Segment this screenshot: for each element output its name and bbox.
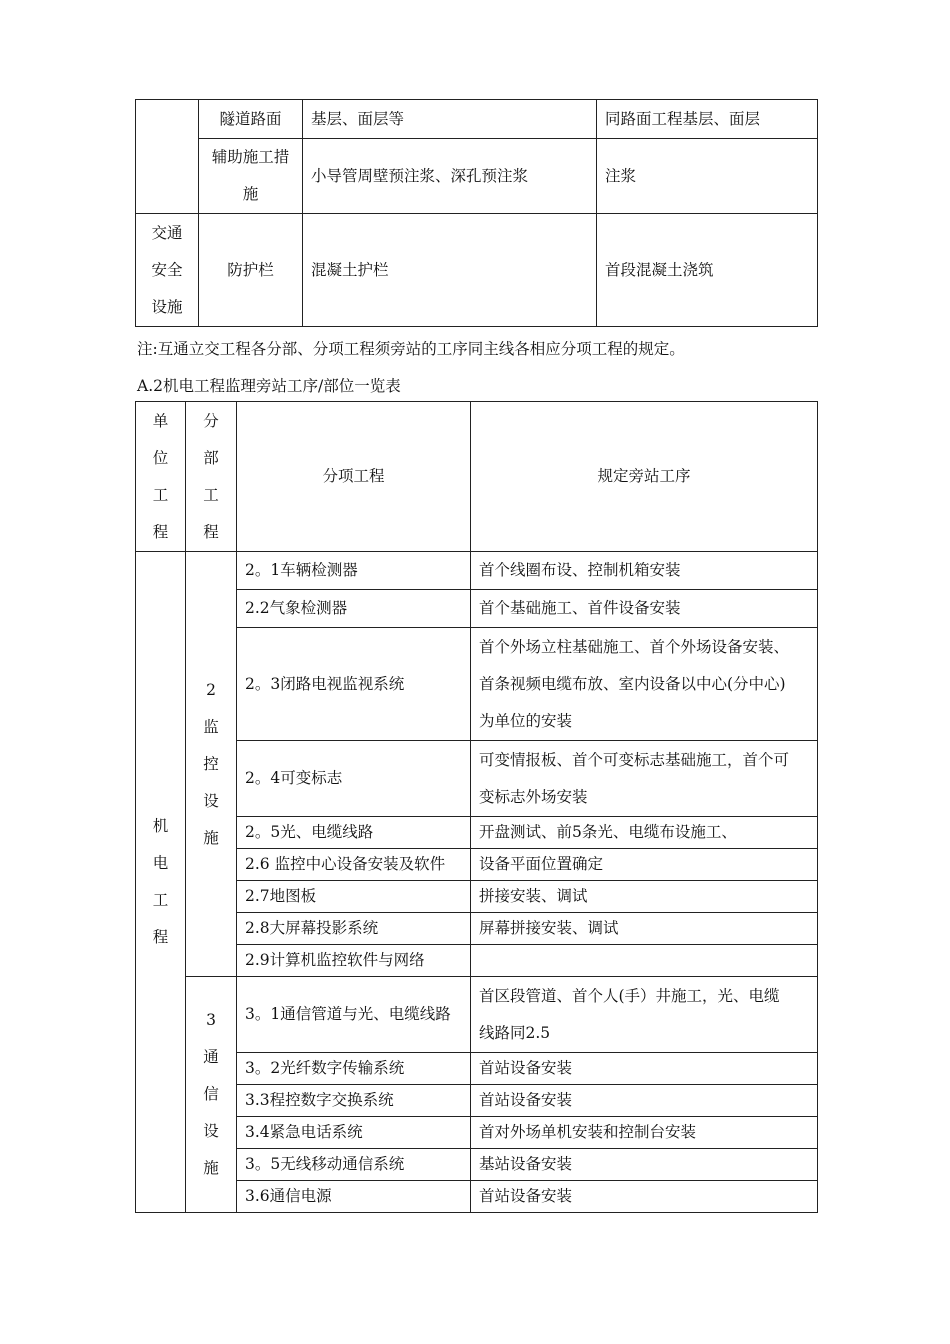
process-cell — [471, 741, 818, 817]
process-cell: 首站设备安装 — [471, 1085, 818, 1117]
process-line: 首区段管道、首个人(手）井施工，光、电缆 — [479, 986, 780, 1005]
table-row — [136, 913, 818, 945]
process-cell: 基站设备安装 — [471, 1149, 818, 1181]
table-row — [136, 214, 818, 327]
process-line: 为单位的安装 — [479, 711, 573, 730]
item-cell: 3。2光纤数字传输系统 — [237, 1053, 471, 1085]
process-line: 变标志外场安装 — [479, 787, 588, 806]
table-row — [136, 817, 818, 849]
tunnel-traffic-table — [135, 99, 818, 327]
table-row — [136, 139, 818, 214]
division-char: 信 — [203, 1085, 219, 1103]
process-line: 可变情报板、首个可变标志基础施工，首个可 — [479, 750, 790, 769]
item-cell: 3。5无线移动通信系统 — [237, 1149, 471, 1181]
table-cell: 防护栏 — [199, 214, 303, 327]
table-row — [136, 1181, 818, 1213]
process-cell: 首对外场单机安装和控制台安装 — [471, 1117, 818, 1149]
table-cell — [199, 139, 303, 214]
table-title: A.2机电工程监理旁站工序/部位一览表 — [137, 377, 401, 395]
process-cell: 设备平面位置确定 — [471, 849, 818, 881]
table-cell: 隧道路面 — [199, 100, 303, 139]
item-cell: 3。1通信管道与光、电缆线路 — [237, 977, 471, 1053]
process-cell: 拼接安装、调试 — [471, 881, 818, 913]
division-char: 控 — [203, 754, 219, 773]
cell-line: 施 — [242, 185, 259, 203]
process-cell: 首个线圈布设、控制机箱安装 — [471, 552, 818, 590]
table-cell: 同路面工程基层、面层 — [597, 100, 818, 139]
division-char: 2 — [206, 680, 216, 699]
table-row — [136, 100, 818, 139]
table-cell: 注浆 — [597, 139, 818, 214]
table-row — [136, 590, 818, 628]
division-char: 施 — [203, 1159, 219, 1177]
process-cell: 首个基础施工、首件设备安装 — [471, 590, 818, 628]
division-char: 通 — [203, 1048, 219, 1066]
table-row — [136, 945, 818, 977]
table-cell — [136, 214, 199, 327]
item-cell: 2.8大屏幕投影系统 — [237, 913, 471, 945]
mechatronics-supervision-table — [135, 401, 818, 1213]
table-row — [136, 741, 818, 817]
table-cell: 基层、面层等 — [303, 100, 597, 139]
item-cell: 2.2气象检测器 — [237, 590, 471, 628]
table-note: 注:互通立交工程各分部、分项工程须旁站的工序同主线各相应分项工程的规定。 — [137, 340, 685, 358]
item-cell: 2。3闭路电视监视系统 — [237, 628, 471, 741]
header-unit-project — [136, 402, 186, 552]
table-cell: 首段混凝土浇筑 — [597, 214, 818, 327]
table-row — [136, 849, 818, 881]
item-cell: 2。5光、电缆线路 — [237, 817, 471, 849]
unit-char: 电 — [152, 854, 169, 872]
header-char: 工 — [152, 485, 169, 504]
item-cell: 3.6通信电源 — [237, 1181, 471, 1213]
process-line: 首条视频电缆布放、室内设备以中心(分中心) — [479, 674, 786, 693]
division-char: 监 — [203, 717, 219, 736]
process-cell: 屏幕拼接安装、调试 — [471, 913, 818, 945]
header-char: 工 — [203, 485, 219, 504]
unit-char: 机 — [152, 817, 169, 835]
cell-line: 辅助施工措 — [211, 148, 290, 166]
header-item: 分项工程 — [237, 402, 471, 552]
process-cell — [471, 628, 818, 741]
division-char: 设 — [203, 1122, 219, 1140]
header-char: 单 — [152, 411, 169, 430]
header-char: 部 — [203, 448, 219, 467]
item-cell: 2.9计算机监控软件与网络 — [237, 945, 471, 977]
process-cell: 首站设备安装 — [471, 1181, 818, 1213]
table-row — [136, 628, 818, 741]
header-char: 程 — [152, 522, 169, 541]
item-cell: 2.6 监控中心设备安装及软件 — [237, 849, 471, 881]
process-cell: 首站设备安装 — [471, 1053, 818, 1085]
process-cell — [471, 945, 818, 977]
division-char: 施 — [203, 828, 219, 847]
division-char: 3 — [206, 1011, 216, 1029]
table-row — [136, 1085, 818, 1117]
header-process: 规定旁站工序 — [471, 402, 818, 552]
division-cell-monitoring — [186, 552, 237, 977]
table-cell — [136, 100, 199, 214]
table-row — [136, 977, 818, 1053]
unit-char: 工 — [152, 891, 169, 909]
division-cell-communication — [186, 977, 237, 1213]
unit-project-cell — [136, 552, 186, 1213]
table-header-row — [136, 402, 818, 552]
unit-char: 程 — [152, 928, 169, 946]
table-cell: 混凝土护栏 — [303, 214, 597, 327]
item-cell: 2。4可变标志 — [237, 741, 471, 817]
item-cell: 2。1车辆检测器 — [237, 552, 471, 590]
table-row — [136, 552, 818, 590]
process-line: 首个外场立柱基础施工、首个外场设备安装、 — [479, 637, 790, 656]
division-char: 设 — [203, 791, 219, 810]
header-char: 位 — [152, 448, 169, 467]
cell-line: 安全 — [151, 260, 183, 279]
table-row — [136, 1053, 818, 1085]
table-row — [136, 1149, 818, 1181]
item-cell: 2.7地图板 — [237, 881, 471, 913]
process-cell: 开盘测试、前5条光、电缆布设施工、 — [471, 817, 818, 849]
table-row — [136, 881, 818, 913]
process-line: 线路同2.5 — [479, 1023, 551, 1042]
process-cell — [471, 977, 818, 1053]
header-division-project — [186, 402, 237, 552]
header-char: 程 — [203, 522, 219, 541]
table-row — [136, 1117, 818, 1149]
table-cell: 小导管周壁预注浆、深孔预注浆 — [303, 139, 597, 214]
header-char: 分 — [203, 411, 219, 430]
item-cell: 3.4紧急电话系统 — [237, 1117, 471, 1149]
cell-line: 设施 — [151, 297, 183, 316]
cell-line: 交通 — [151, 223, 183, 242]
item-cell: 3.3程控数字交换系统 — [237, 1085, 471, 1117]
